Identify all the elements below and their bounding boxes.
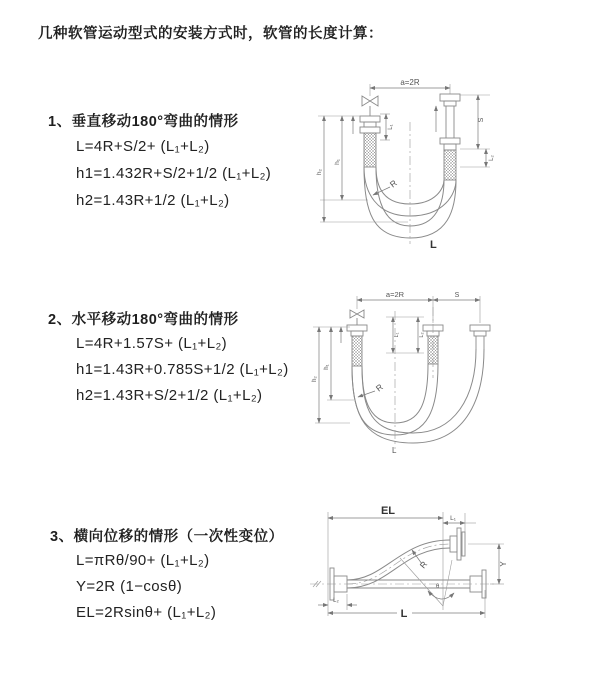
radius-label: R [373, 381, 385, 394]
dim-l1 [443, 513, 476, 532]
dim-a2r-s [357, 290, 480, 323]
dim-label-h2: h₂ [312, 376, 318, 382]
valve-icon [362, 96, 378, 116]
dim-label-s: S [478, 117, 485, 123]
right-pipe [470, 325, 490, 349]
section-3-heading: 3、横向位移的情形（一次性变位） [50, 529, 284, 545]
page-title: 几种软管运动型式的安装方式时，软管的长度计算： [38, 26, 383, 42]
upper-flange [450, 528, 465, 560]
dim-h1-h2 [312, 327, 354, 423]
radius-label: R [417, 559, 430, 571]
hose-outline [352, 349, 484, 443]
dim-label-h2: h₂ [316, 168, 323, 176]
formula-line: Y=2R (1−cosθ) [76, 578, 183, 595]
dim-label-el: EL [380, 505, 396, 517]
formula-line: L=4R+1.57S+ (L₁+L₂) [76, 335, 228, 352]
length-label: L [392, 446, 397, 455]
dim-label-a2r: a=2R [400, 78, 420, 87]
lateral-displacement-diagram [300, 498, 595, 663]
formula-line: h1=1.43R+0.785S+1/2 (L₁+L₂) [76, 361, 289, 378]
dim-label-l1: L₁ [450, 515, 456, 522]
dim-label-l2: L₂ [489, 155, 495, 161]
radius-label: R [387, 177, 399, 190]
left-pipe [360, 116, 380, 167]
dim-l2 [318, 594, 357, 610]
dim-label-l1: L₁ [394, 332, 400, 338]
formula-line: EL=2Rsinθ+ (L₁+L₂) [76, 604, 217, 621]
radius-leader [358, 382, 385, 397]
dim-label-a2r: a=2R [385, 290, 405, 299]
dim-l1-l2 [386, 317, 425, 353]
formula-line: L=πRθ/90+ (L₁+L₂) [76, 552, 210, 569]
hose-outline [347, 540, 450, 588]
length-label: L [430, 239, 437, 251]
dim-y [468, 544, 508, 584]
dim-el [328, 505, 443, 616]
dim-l1 [380, 114, 394, 140]
dim-h1-h2 [316, 116, 408, 222]
radius-leader [412, 550, 429, 570]
section-1-heading: 1、垂直移动180°弯曲的情形 [48, 114, 239, 130]
dim-label-y: Y [499, 561, 508, 567]
horizontal-bend-diagram [308, 283, 593, 478]
dim-label-l2: L₂ [419, 332, 425, 338]
dim-label-h1: h₁ [334, 159, 341, 165]
length-label: L [400, 608, 408, 620]
dim-label-s: S [454, 292, 460, 299]
vertical-bend-diagram [310, 70, 590, 265]
right-pipe [440, 94, 460, 180]
formula-line: L=4R+S/2+ (L₁+L₂) [76, 138, 210, 155]
valve-icon [350, 310, 364, 325]
dim-s-l2 [460, 95, 495, 167]
dim-label-l1: L₁ [388, 124, 394, 130]
dim-label-l2: L₂ [333, 598, 339, 604]
section-2-heading: 2、水平移动180°弯曲的情形 [48, 312, 239, 328]
dim-a2r [370, 78, 450, 96]
dim-label-h1: h₁ [324, 364, 330, 370]
formula-line: h2=1.43R+1/2 (L₁+L₂) [76, 192, 230, 209]
formula-line: h2=1.43R+S/2+1/2 (L₁+L₂) [76, 387, 263, 404]
formula-line: h1=1.432R+S/2+1/2 (L₁+L₂) [76, 165, 272, 182]
left-pipe [347, 325, 367, 366]
angle-label: θ [436, 584, 440, 590]
